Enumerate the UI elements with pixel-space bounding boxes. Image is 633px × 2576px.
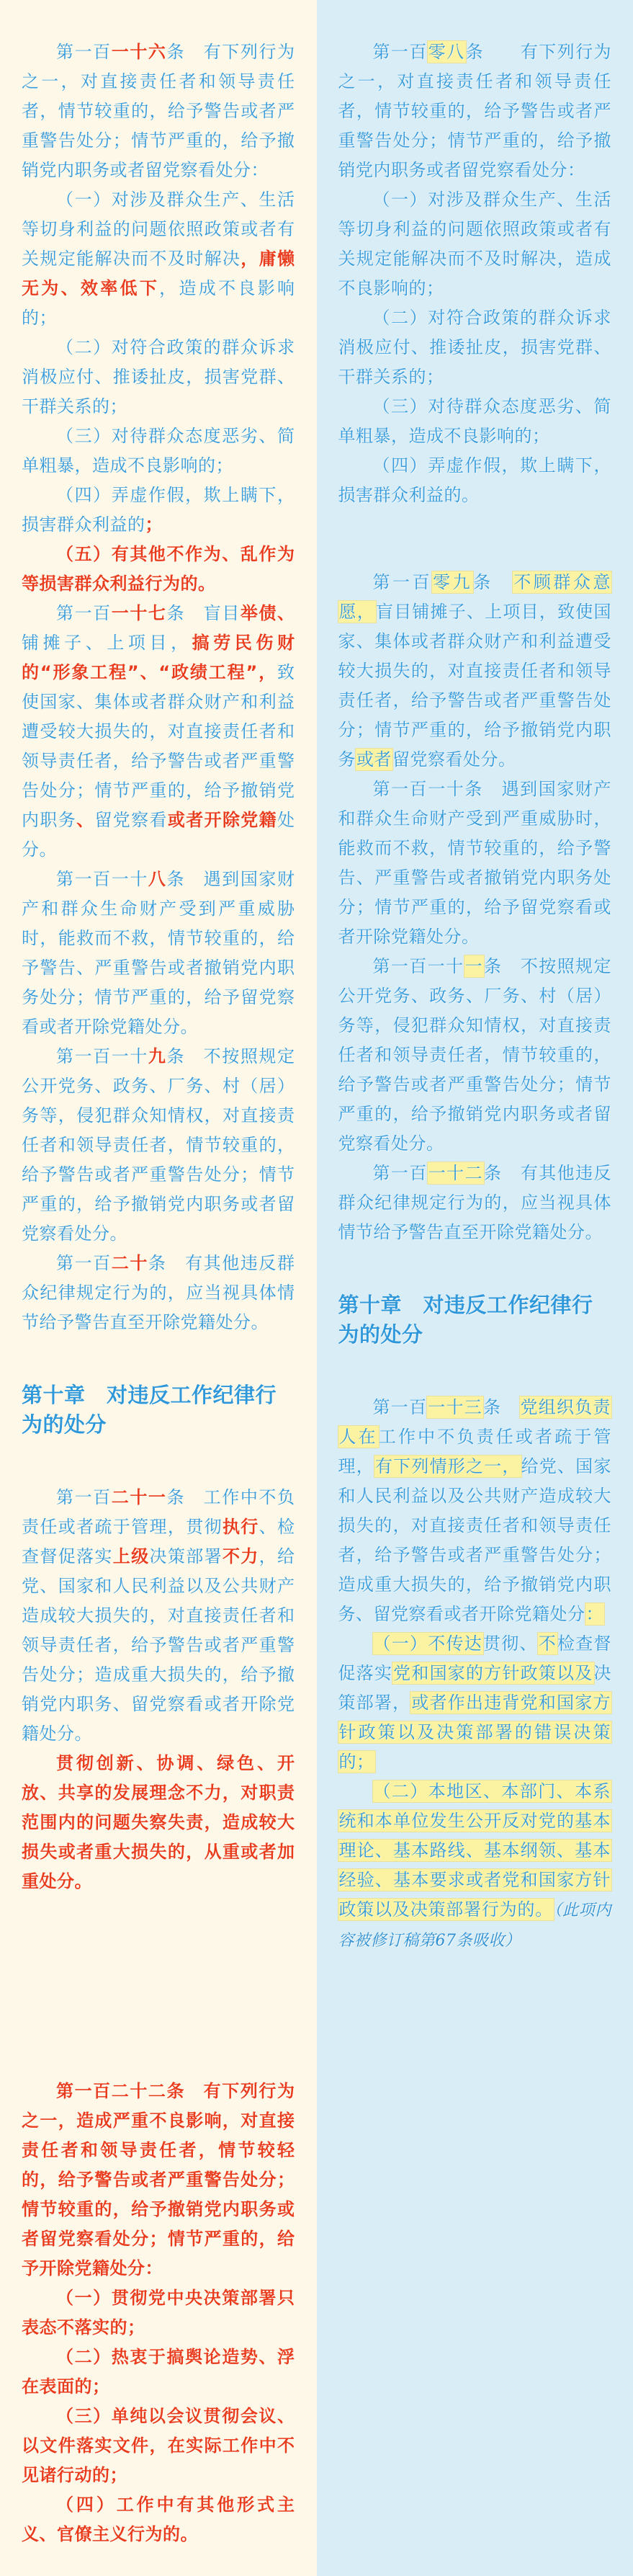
body-text-run: 盲目铺摊子、上项目，致使国家、集体或者群众财产和利益遭受较大损失的，对直接责任者和领导责任者，给予警告或者严重警告处分；情节严重的，给予撤销党内职务 (338, 602, 612, 770)
body-text-run: （三）对待群众态度恶劣、简单粗暴，造成不良影响的； (22, 426, 295, 476)
paragraph (22, 599, 295, 865)
highlighted-revision-run: 党组织负责人在 (338, 1397, 611, 1447)
body-text-run: 留党察看处分。 (392, 749, 516, 770)
body-text-run: 条 有下列行为之一，对直接责任者和领导责任者，情节较重的，给予警告或者严重警告处分；情节严重的，给予撤销党内职务或者留党察看处分： (22, 42, 295, 180)
paragraph (338, 1629, 612, 1777)
highlighted-revision-run: （一）不传达 (373, 1634, 482, 1654)
body-text-run: 第一百 (56, 1487, 112, 1507)
body-text-run: 决策部署 (149, 1546, 223, 1566)
body-text-run: 第一百一十条 遇到国家财产和群众生命财产受到严重威胁时，能救而不救，情节较重的，给予警告、严重警告或者撤销党内职务处分；情节严重的，给予留党察看或者开除党籍处分。 (338, 779, 611, 947)
chapter-heading (22, 1381, 295, 1440)
paragraph (338, 392, 612, 451)
red-revision-run: 执行 (222, 1517, 259, 1537)
red-revision-run: 第一百二十二条 有下列行为之一，造成严重不良影响，对直接责任者和领导责任者，情节较轻的，给予警告或者严重警告处分；情节较重的，给予撤销党内职务或者留党察看处分；情节严重的，给予开除党籍处分： (22, 2081, 295, 2278)
paragraph (338, 451, 612, 510)
paragraph (338, 952, 612, 1159)
paragraph (338, 1393, 612, 1629)
body-text-run: 检查督促落实 (338, 1634, 611, 1683)
body-text-run: （二）对符合政策的群众诉求消极应付、推诿扯皮，损害党群、干群关系的； (22, 337, 295, 416)
body-text-run: 第一百 (372, 1397, 428, 1417)
paragraph (22, 540, 295, 599)
body-text-run: 第一百一十 (56, 869, 148, 889)
body-text-run: 第一百 (56, 603, 112, 623)
body-text-run: 条 (473, 572, 513, 592)
red-revision-run: 一十七 (111, 603, 167, 623)
body-text-run: （一）对涉及群众生产、生活等切身利益的问题依照政策或者有关规定能解决而不及时解决，造成不良影响的； (338, 190, 611, 298)
red-revision-run: 搞劳民伤财的“形象工程”、“政绩工程”， (22, 633, 295, 682)
highlighted-revision-run: ： (585, 1604, 603, 1624)
red-revision-run: （一）贯彻党中央决策部署只表态不落实的； (22, 2288, 295, 2337)
red-revision-run: 不力 (222, 1546, 259, 1566)
paragraph (22, 422, 295, 481)
body-text-run: ，造成不良影响的； (22, 278, 295, 328)
body-text-run: 第十章 对违反工作纪律行为的处分 (338, 1293, 593, 1347)
body-text-run: 第一百 (372, 42, 428, 62)
body-text-run: 铺摊子、上项目， (22, 633, 192, 653)
body-text-run: 贯彻、 (483, 1634, 538, 1654)
annotation-note-run: （此项内容被修订稿第67条吸收） (338, 1902, 611, 1950)
body-text-run: （四）弄虚作假，欺上瞒下，损害群众利益的。 (338, 455, 611, 505)
body-text-run: 条 遇到国家财产和群众生命财产受到严重威胁时，能救而不救，情节较重的，给予警告、严重警告或者撤销党内职务处分；情节严重的，给予留党察看或者开除党籍处分。 (22, 869, 295, 1037)
red-revision-run: （二）热衷于搞舆论造势、浮在表面的； (22, 2347, 295, 2397)
red-revision-run: 一十六 (111, 42, 167, 62)
paragraph (22, 333, 295, 422)
paragraph (338, 303, 612, 392)
red-revision-run: 九 (148, 1046, 167, 1066)
body-text-run: 第十章 对违反工作纪律行为的处分 (22, 1383, 277, 1437)
red-revision-run: 举债、 (240, 603, 295, 623)
paragraph (22, 37, 295, 185)
red-revision-run: 、 (76, 810, 95, 830)
paragraph (22, 2283, 295, 2343)
body-text-run: 第一百 (56, 1253, 112, 1273)
red-revision-run: 上级 (112, 1546, 150, 1566)
red-revision-run: （三）单纯以会议贯彻会议、以文件落实文件，在实际工作中不见诸行动的； (22, 2406, 295, 2485)
paragraph (22, 481, 295, 540)
body-text-run: 条 有下列行为之一，对直接责任者和领导责任者，情节较重的，给予警告或者严重警告处分；情节严重的，给予撤销党内职务或者留党察看处分： (338, 42, 612, 180)
highlighted-revision-run: 一十三 (428, 1397, 482, 1417)
body-text-run: 处分。 (22, 810, 295, 860)
paragraph (22, 1749, 295, 1897)
body-text-run: （一）对涉及群众生产、生活等切身利益的问题依照政策或者有关规定能解决而不及时解决 (22, 190, 295, 269)
highlighted-revision-run: 一 (464, 956, 484, 976)
red-revision-run: 八 (148, 869, 167, 889)
highlighted-revision-run: 或者 (356, 749, 392, 770)
body-text-run: 工作中不负责任或者疏于管理， (338, 1427, 612, 1476)
paragraph (338, 1159, 612, 1247)
body-text-run: 条 盲目 (166, 603, 241, 623)
body-text-run: （四）弄虚作假，欺上瞒下，损害群众利益的 (22, 485, 295, 535)
red-revision-run: ，庸懒无为、效率低下 (22, 249, 295, 298)
body-text-run: 条 有其他违反群众纪律规定行为的，应当视具体情节给予警告直至开除党籍处分。 (22, 1253, 295, 1332)
highlighted-revision-run: 一十二 (428, 1163, 483, 1183)
body-text-run: （二）对符合政策的群众诉求消极应付、推诿扯皮，损害党群、干群关系的； (338, 308, 611, 387)
paragraph (338, 568, 612, 775)
body-text-run: 第一百一十 (56, 1046, 148, 1066)
body-text-run: 给党、国家和人民利益以及公共财产造成较大损失的，对直接责任者和领导责任者，给予警告或者严重警告处分；造成重大损失的，给予撤销党内职务、留党察看或者开除党籍处分 (338, 1456, 612, 1624)
paragraph (22, 2077, 295, 2283)
body-text-run: 决策部署， (338, 1663, 612, 1713)
body-text-run: 第一百 (56, 42, 112, 62)
highlighted-revision-run: 不顾群众意愿， (338, 572, 611, 622)
paragraph (22, 1483, 295, 1749)
paragraph (22, 2490, 295, 2549)
body-text-run: ，给党、国家和人民利益以及公共财产造成较大损失的，对直接责任者和领导责任者，给予警告或者严重警告处分；造成重大损失的，给予撤销党内职务、留党察看或者开除党籍处分。 (22, 1546, 295, 1744)
highlighted-revision-run: 不 (538, 1634, 557, 1654)
highlighted-revision-run: 党和国家的方针政策以及 (393, 1663, 593, 1683)
body-text-run: 第一百 (372, 1163, 428, 1183)
body-text-run: 条 (483, 1397, 520, 1417)
paragraph (338, 37, 612, 185)
paragraph (338, 185, 612, 303)
body-text-run: （三）对待群众态度恶劣、简单粗暴，造成不良影响的； (338, 396, 611, 446)
red-revision-run: 二十一 (111, 1487, 167, 1507)
red-revision-run: （五）有其他不作为、乱作为等损害群众利益行为的。 (22, 544, 295, 594)
paragraph (22, 1042, 295, 1249)
highlighted-revision-run: （二）本地区、本部门、本系统和本单位发生公开反对党的基本理论、基本路线、基本纲领、基本经验、基本要求或者党和国家方针政策以及决策部署行为的。 (338, 1781, 611, 1920)
body-text-run: 第一百 (372, 572, 433, 592)
paragraph (22, 2343, 295, 2402)
highlighted-revision-run: 零八 (428, 42, 465, 62)
paragraph (22, 2402, 295, 2490)
body-text-run: 致使国家、集体或者群众财产和利益遭受较大损失的，对直接责任者和领导责任者，给予警告或者严重警告处分；情节严重的，给予撤销党内职务 (22, 662, 295, 830)
body-text-run: 第一百一十 (372, 956, 464, 976)
highlighted-revision-run: 零九 (433, 572, 473, 592)
paragraph (22, 865, 295, 1042)
red-revision-run: 或者开除党籍 (167, 810, 278, 830)
red-revision-run: ； (145, 514, 163, 535)
paragraph (22, 185, 295, 333)
chapter-heading (338, 1291, 612, 1350)
highlighted-revision-run: 有下列情形之一， (374, 1456, 521, 1476)
body-text-run: 条 工作中不负责任或者疏于管理，贯彻 (22, 1487, 295, 1537)
body-text-run: 条 有其他违反群众纪律规定行为的，应当视具体情节给予警告直至开除党籍处分。 (338, 1163, 611, 1242)
paragraph (338, 1777, 612, 1956)
red-revision-run: 二十 (111, 1253, 148, 1273)
red-revision-run: （四）工作中有其他形式主义、官僚主义行为的。 (22, 2495, 295, 2544)
body-text-run: 留党察看 (94, 810, 168, 830)
paragraph (22, 1249, 295, 1337)
paragraph (338, 775, 612, 952)
red-revision-run: 贯彻创新、协调、绿色、开放、共享的发展理念不力，对职责范围内的问题失察失责，造成较大损失或者重大损失的，从重或者加重处分。 (22, 1753, 295, 1891)
body-text-run: 条 不按照规定公开党务、政务、厂务、村（居）务等，侵犯群众知情权，对直接责任者和领导责任者，情节较重的，给予警告或者严重警告处分；情节严重的，给予撤销党内职务或者留党察看处分。 (22, 1046, 295, 1244)
body-text-run: 条 不按照规定公开党务、政务、厂务、村（居）务等，侵犯群众知情权，对直接责任者和领导责任者，情节较重的，给予警告或者严重警告处分；情节严重的，给予撤销党内职务或者留党察看处分。 (338, 956, 612, 1154)
revised-version-column (317, 0, 633, 2576)
highlighted-revision-run: 或者作出违背党和国家方针政策以及决策部署的错误决策的； (338, 1693, 611, 1772)
body-text-run: 、检查督促落实 (22, 1517, 295, 1566)
